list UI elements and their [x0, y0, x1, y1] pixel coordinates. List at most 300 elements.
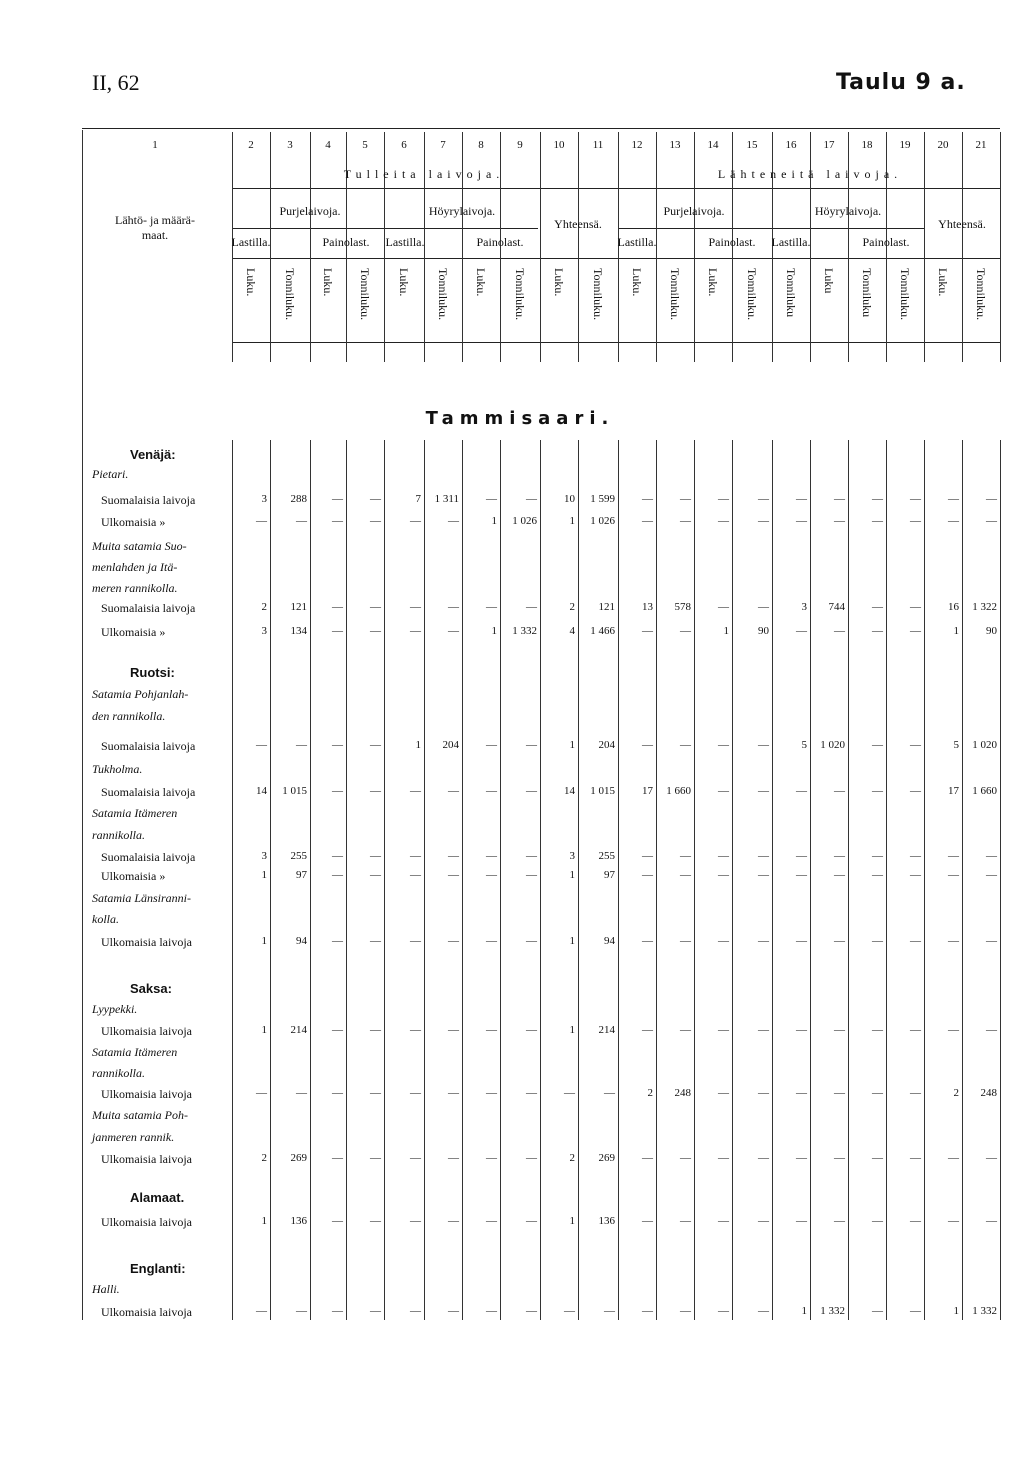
cell-value: — [910, 1215, 921, 1227]
cell-value: — [332, 1305, 343, 1317]
cell-value: 1 015 [590, 785, 615, 797]
row-label: Suomalaisia laivoja [101, 601, 196, 615]
cell-value: — [370, 739, 381, 751]
row-label: Suomalaisia laivoja [101, 493, 196, 507]
cell-value: 3 [261, 625, 267, 637]
cell-value: — [370, 1305, 381, 1317]
cell-value: 1 [569, 1215, 575, 1227]
cell-value: — [910, 869, 921, 881]
cell-value: — [910, 850, 921, 862]
cell-value: — [680, 1152, 691, 1164]
page-number: II, 62 [92, 70, 140, 95]
cell-value: — [410, 785, 421, 797]
body-col-rule [772, 440, 773, 1320]
cell-value: — [370, 1215, 381, 1227]
cell-value: — [718, 935, 729, 947]
col-number: 10 [553, 139, 565, 151]
cell-value: 214 [598, 1024, 615, 1036]
cell-value: — [948, 515, 959, 527]
cell-value: — [526, 1087, 537, 1099]
body-col-rule [618, 440, 619, 1320]
cell-value: 1 [953, 625, 959, 637]
cell-value: — [910, 935, 921, 947]
cell-value: — [410, 1024, 421, 1036]
cell-value: — [758, 739, 769, 751]
stub-heading: Lähtö- ja määrä- [115, 213, 195, 227]
cell-value: 1 [569, 515, 575, 527]
col-label-luku: Luku. [474, 268, 488, 297]
cell-value: — [526, 869, 537, 881]
cell-value: — [448, 1024, 459, 1036]
col-label-luku: Luku. [397, 268, 411, 297]
cell-value: — [758, 1305, 769, 1317]
cell-value: — [370, 625, 381, 637]
cell-value: — [758, 1215, 769, 1227]
cell-value: 16 [948, 601, 959, 613]
cell-value: — [910, 493, 921, 505]
body-col-rule [424, 440, 425, 1320]
cell-value: — [680, 1024, 691, 1036]
cell-value: — [718, 601, 729, 613]
cell-value: — [526, 739, 537, 751]
cell-value: 136 [598, 1215, 615, 1227]
cell-value: — [718, 1024, 729, 1036]
cell-value: 1 [415, 739, 421, 751]
cell-value: — [448, 869, 459, 881]
cell-value: — [986, 493, 997, 505]
cell-value: 3 [261, 850, 267, 862]
cell-value: 255 [290, 850, 307, 862]
cell-value: — [834, 869, 845, 881]
cell-value: — [642, 1152, 653, 1164]
cell-value: — [370, 869, 381, 881]
group-title-tulleita: Tulleita laivoja. [343, 167, 505, 181]
col-number: 11 [592, 139, 604, 151]
place-heading: janmeren rannik. [92, 1130, 175, 1144]
cell-value: — [948, 1215, 959, 1227]
cell-value: — [256, 1305, 267, 1317]
place-heading: Tukholma. [92, 762, 143, 776]
cell-value: 97 [604, 869, 615, 881]
cell-value: — [370, 785, 381, 797]
body-col-rule [924, 440, 925, 1320]
cell-value: — [758, 1024, 769, 1036]
cell-value: 5 [953, 739, 959, 751]
col-label-tonniluku: Tonniluku. [358, 268, 372, 321]
cell-value: — [410, 1305, 421, 1317]
country-heading: Englanti: [130, 1261, 186, 1276]
cell-value: — [448, 1215, 459, 1227]
cell-value: — [332, 1024, 343, 1036]
cell-value: — [642, 515, 653, 527]
cell-value: — [296, 1087, 307, 1099]
cell-value: 121 [598, 601, 615, 613]
cell-value: — [834, 850, 845, 862]
place-heading: Muita satamia Poh- [92, 1108, 188, 1122]
cell-value: — [526, 1305, 537, 1317]
cell-value: — [718, 785, 729, 797]
row-label: Ulkomaisia » [101, 515, 166, 529]
cell-value: — [642, 739, 653, 751]
place-heading: meren rannikolla. [92, 581, 178, 595]
cell-value: — [564, 1087, 575, 1099]
cell-value: — [834, 1024, 845, 1036]
cell-value: — [332, 625, 343, 637]
cell-value: — [872, 1024, 883, 1036]
subgroup-lastilla: Lastilla. [231, 235, 271, 249]
cell-value: — [872, 869, 883, 881]
cell-value: — [332, 785, 343, 797]
col-label-luku: Luku [822, 268, 836, 294]
cell-value: — [332, 869, 343, 881]
cell-value: — [680, 515, 691, 527]
cell-value: 1 332 [512, 625, 537, 637]
country-heading: Venäjä: [130, 447, 176, 462]
cell-value: — [680, 493, 691, 505]
cell-value: — [256, 1087, 267, 1099]
cell-value: — [834, 1152, 845, 1164]
row-label: Ulkomaisia laivoja [101, 1087, 192, 1101]
cell-value: — [948, 850, 959, 862]
cell-value: — [758, 850, 769, 862]
cell-value: — [486, 1305, 497, 1317]
cell-value: — [718, 515, 729, 527]
cell-value: 1 [491, 515, 497, 527]
col-number: 14 [707, 139, 719, 151]
row-label: Suomalaisia laivoja [101, 739, 196, 753]
body-col-rule [270, 440, 271, 1320]
cell-value: 1 311 [434, 493, 459, 505]
subgroup-purjelaivoja: Purjelaivoja. [663, 204, 725, 218]
cell-value: — [526, 785, 537, 797]
cell-value: — [332, 935, 343, 947]
col-number: 21 [975, 139, 987, 151]
subgroup-painolast: Painolast. [708, 235, 756, 249]
cell-value: — [948, 493, 959, 505]
cell-value: — [680, 1305, 691, 1317]
cell-value: 1 [261, 1215, 267, 1227]
cell-value: — [486, 785, 497, 797]
cell-value: 1 [261, 1024, 267, 1036]
cell-value: — [796, 1087, 807, 1099]
body-col-rule [1000, 440, 1001, 1320]
cell-value: — [948, 935, 959, 947]
body-col-rule [384, 440, 385, 1320]
cell-value: 121 [290, 601, 307, 613]
subgroup-purjelaivoja: Purjelaivoja. [279, 204, 341, 218]
cell-value: 14 [256, 785, 267, 797]
place-heading: den rannikolla. [92, 709, 166, 723]
cell-value: — [718, 1305, 729, 1317]
cell-value: — [486, 1152, 497, 1164]
cell-value: 1 [569, 935, 575, 947]
cell-value: — [910, 515, 921, 527]
col-number: 3 [287, 139, 293, 151]
cell-value: 13 [642, 601, 653, 613]
place-heading: Lyypekki. [92, 1002, 138, 1016]
cell-value: — [680, 625, 691, 637]
cell-value: — [256, 739, 267, 751]
cell-value: — [796, 785, 807, 797]
cell-value: — [332, 601, 343, 613]
body-col-rule [232, 440, 233, 1320]
col-number: 8 [478, 139, 484, 151]
cell-value: 1 322 [972, 601, 997, 613]
cell-value: — [796, 1024, 807, 1036]
cell-value: — [486, 1024, 497, 1036]
cell-value: — [410, 1215, 421, 1227]
place-heading: menlahden ja Itä- [92, 560, 178, 574]
cell-value: 1 026 [590, 515, 615, 527]
cell-value: 248 [674, 1087, 691, 1099]
cell-value: — [948, 869, 959, 881]
cell-value: — [986, 1024, 997, 1036]
cell-value: — [370, 515, 381, 527]
col-label-tonniluku: Tonniluku [860, 268, 874, 318]
cell-value: 97 [296, 869, 307, 881]
cell-value: — [758, 869, 769, 881]
stub-left-rule [82, 130, 83, 1320]
cell-value: 1 026 [512, 515, 537, 527]
col-number: 2 [248, 139, 254, 151]
cell-value: — [834, 1087, 845, 1099]
cell-value: — [986, 850, 997, 862]
col-number: 1 [152, 139, 158, 151]
cell-value: 1 [261, 869, 267, 881]
cell-value: 136 [290, 1215, 307, 1227]
cell-value: — [448, 601, 459, 613]
col-number: 5 [362, 139, 368, 151]
cell-value: — [332, 515, 343, 527]
cell-value: — [448, 1152, 459, 1164]
cell-value: 3 [801, 601, 807, 613]
col-label-luku: Luku. [244, 268, 258, 297]
col-label-tonniluku: Tonniluku. [436, 268, 450, 321]
place-heading: Halli. [92, 1282, 120, 1296]
place-heading: rannikolla. [92, 1066, 145, 1080]
body-col-rule [732, 440, 733, 1320]
cell-value: — [410, 869, 421, 881]
row-label: Ulkomaisia » [101, 869, 166, 883]
col-label-tonniluku: Tonniluku. [513, 268, 527, 321]
cell-value: — [872, 1087, 883, 1099]
cell-value: 248 [980, 1087, 997, 1099]
cell-value: 1 599 [590, 493, 615, 505]
cell-value: — [410, 1087, 421, 1099]
cell-value: 1 660 [972, 785, 997, 797]
cell-value: 17 [642, 785, 653, 797]
cell-value: 90 [986, 625, 997, 637]
cell-value: — [872, 850, 883, 862]
cell-value: 14 [564, 785, 575, 797]
cell-value: — [526, 1152, 537, 1164]
subgroup-lastilla: Lastilla. [771, 235, 811, 249]
cell-value: — [718, 869, 729, 881]
cell-value: — [370, 1152, 381, 1164]
cell-value: — [642, 1305, 653, 1317]
cell-value: 2 [261, 601, 267, 613]
cell-value: — [796, 850, 807, 862]
subgroup-painolast: Painolast. [476, 235, 524, 249]
cell-value: — [564, 1305, 575, 1317]
cell-value: — [910, 1087, 921, 1099]
row-label: Ulkomaisia » [101, 625, 166, 639]
place-heading: Pietari. [92, 467, 129, 481]
cell-value: — [796, 935, 807, 947]
cell-value: — [718, 739, 729, 751]
col-number: 7 [440, 139, 446, 151]
col-number: 20 [937, 139, 949, 151]
cell-value: — [758, 493, 769, 505]
cell-value: — [910, 1024, 921, 1036]
row-label: Suomalaisia laivoja [101, 850, 196, 864]
cell-value: — [986, 1152, 997, 1164]
cell-value: — [410, 601, 421, 613]
cell-value: — [796, 869, 807, 881]
cell-value: — [410, 1152, 421, 1164]
cell-value: — [604, 1305, 615, 1317]
cell-value: — [718, 1087, 729, 1099]
cell-value: — [796, 1152, 807, 1164]
cell-value: 1 020 [820, 739, 845, 751]
cell-value: 3 [569, 850, 575, 862]
cell-value: — [448, 850, 459, 862]
subgroup-yhteensa: Yhteensä. [554, 217, 602, 231]
col-label-tonniluku: Tonniluku. [745, 268, 759, 321]
col-number: 13 [669, 139, 681, 151]
cell-value: — [526, 1024, 537, 1036]
cell-value: 1 [953, 1305, 959, 1317]
cell-value: — [332, 1152, 343, 1164]
cell-value: — [332, 493, 343, 505]
col-number: 19 [899, 139, 911, 151]
row-label: Suomalaisia laivoja [101, 785, 196, 799]
cell-value: — [370, 850, 381, 862]
cell-value: 2 [569, 601, 575, 613]
cell-value: 1 332 [820, 1305, 845, 1317]
body-col-rule [346, 440, 347, 1320]
col-number: 4 [325, 139, 331, 151]
col-label-tonniluku: Tonniluku. [898, 268, 912, 321]
cell-value: 288 [290, 493, 307, 505]
cell-value: — [986, 935, 997, 947]
cell-value: — [486, 850, 497, 862]
section-title: Tammisaari. [425, 408, 615, 429]
col-label-luku: Luku. [706, 268, 720, 297]
body-col-rule [810, 440, 811, 1320]
cell-value: — [642, 1024, 653, 1036]
cell-value: — [872, 1305, 883, 1317]
cell-value: 2 [569, 1152, 575, 1164]
cell-value: — [332, 1215, 343, 1227]
place-heading: Satamia Itämeren [92, 1045, 178, 1059]
col-number: 17 [823, 139, 835, 151]
cell-value: — [526, 601, 537, 613]
cell-value: — [410, 935, 421, 947]
cell-value: — [680, 739, 691, 751]
cell-value: — [448, 785, 459, 797]
body-col-rule [886, 440, 887, 1320]
cell-value: — [834, 935, 845, 947]
cell-value: — [796, 493, 807, 505]
col-number: 15 [746, 139, 758, 151]
body-col-rule [310, 440, 311, 1320]
cell-value: — [910, 625, 921, 637]
cell-value: — [448, 625, 459, 637]
cell-value: — [948, 1024, 959, 1036]
cell-value: 1 020 [972, 739, 997, 751]
cell-value: — [604, 1087, 615, 1099]
cell-value: — [486, 739, 497, 751]
cell-value: 255 [598, 850, 615, 862]
cell-value: — [834, 493, 845, 505]
cell-value: — [486, 1087, 497, 1099]
cell-value: — [758, 935, 769, 947]
cell-value: — [796, 515, 807, 527]
cell-value: — [256, 515, 267, 527]
cell-value: — [948, 1152, 959, 1164]
subgroup-painolast: Painolast. [322, 235, 370, 249]
cell-value: 94 [296, 935, 307, 947]
cell-value: — [410, 850, 421, 862]
cell-value: — [910, 601, 921, 613]
cell-value: — [834, 625, 845, 637]
col-label-tonniluku: Tonniluku [784, 268, 798, 318]
cell-value: — [718, 1152, 729, 1164]
cell-value: — [872, 785, 883, 797]
cell-value: — [872, 935, 883, 947]
cell-value: — [486, 601, 497, 613]
cell-value: 1 [801, 1305, 807, 1317]
body-col-rule [962, 440, 963, 1320]
cell-value: — [370, 1087, 381, 1099]
cell-value: 10 [564, 493, 575, 505]
cell-value: — [296, 515, 307, 527]
cell-value: — [910, 1305, 921, 1317]
cell-value: — [448, 1305, 459, 1317]
place-heading: Satamia Länsiranni- [92, 891, 192, 905]
cell-value: 134 [290, 625, 307, 637]
cell-value: — [642, 850, 653, 862]
cell-value: — [872, 1215, 883, 1227]
place-heading: kolla. [92, 912, 119, 926]
cell-value: — [526, 1215, 537, 1227]
cell-value: — [758, 601, 769, 613]
cell-value: 7 [415, 493, 421, 505]
body-col-rule [848, 440, 849, 1320]
subgroup-lastilla: Lastilla. [617, 235, 657, 249]
cell-value: — [486, 493, 497, 505]
cell-value: — [332, 850, 343, 862]
cell-value: — [680, 935, 691, 947]
cell-value: — [332, 1087, 343, 1099]
cell-value: 1 660 [666, 785, 691, 797]
cell-value: — [910, 1152, 921, 1164]
col-label-luku: Luku. [552, 268, 566, 297]
cell-value: — [296, 739, 307, 751]
cell-value: 90 [758, 625, 769, 637]
cell-value: — [718, 1215, 729, 1227]
cell-value: 1 [723, 625, 729, 637]
cell-value: 2 [261, 1152, 267, 1164]
stub-heading: maat. [141, 228, 169, 242]
cell-value: — [680, 1215, 691, 1227]
cell-value: — [642, 1215, 653, 1227]
cell-value: — [872, 625, 883, 637]
col-label-tonniluku: Tonniluku. [283, 268, 297, 321]
cell-value: — [370, 935, 381, 947]
cell-value: 1 332 [972, 1305, 997, 1317]
